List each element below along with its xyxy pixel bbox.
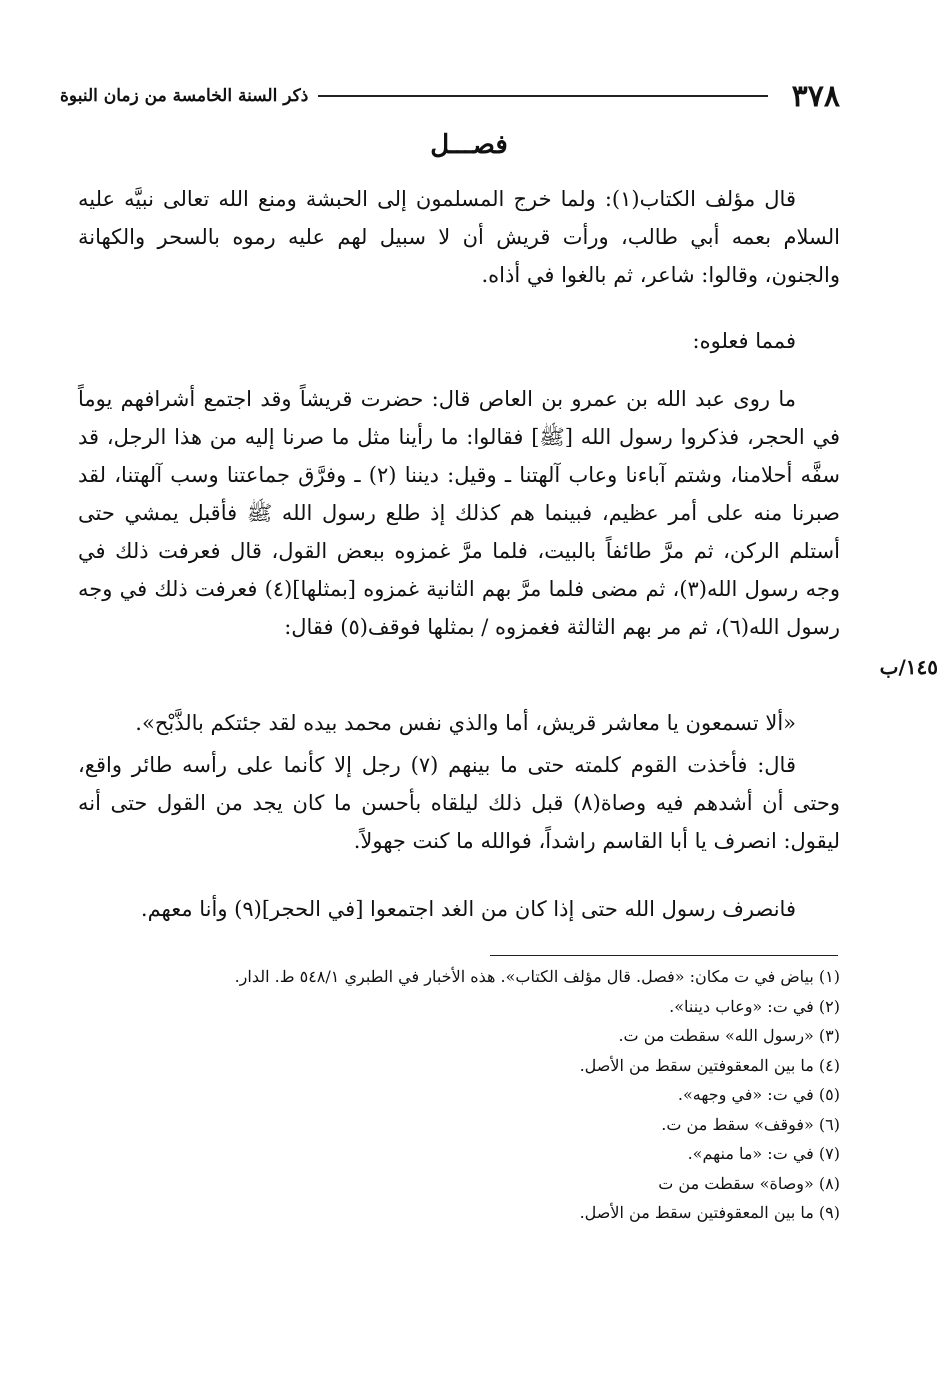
footnote-1: (١) بياض في ت مكان: «فصل. قال مؤلف الكتاب». هذه الأخبار في الطبري ٥٤٨/١ ط. الدار. bbox=[234, 967, 840, 986]
paragraph-text: فمما فعلوه: bbox=[692, 329, 796, 353]
paragraph-text: قال مؤلف الكتاب(١): ولما خرج المسلمون إلى الحبشة ومنع الله تعالى نبيَّه عليه السلام بعمه أبي طالب، ورأت قريش أن لا سبيل لهم عليه رموه بالسحر والكهانة والجنون، وقالوا: شاعر، ثم بالغوا في أذاه. bbox=[78, 187, 840, 287]
footnote-6: (٦) «فوقف» سقط من ت. bbox=[661, 1114, 840, 1134]
section-title: فصـــل bbox=[430, 130, 508, 160]
paragraph-text: قال: فأخذت القوم كلمته حتى ما بينهم (٧) رجل إلا كأنما على رأسه طائر واقع، وحتى أن أشدهم فيه وصاة(٨) قبل ذلك ليلقاه بأحسن ما كان يجد من القول حتى أنه ليقول: انصرف يا أبا القاسم راشداً، فوالله ما كنت جهولاً. bbox=[78, 753, 840, 853]
paragraph-2 bbox=[78, 322, 840, 360]
footnote-7: (٧) في ت: «ما منهم». bbox=[687, 1144, 840, 1163]
paragraph-5 bbox=[78, 890, 840, 928]
page-number: ٣٧٨ bbox=[791, 78, 840, 114]
paragraph-4 bbox=[78, 746, 840, 860]
quote-text: «ألا تسمعون يا معاشر قريش، أما والذي نفس محمد بيده لقد جئتكم بالذَّبْح». bbox=[135, 711, 796, 735]
quote-paragraph bbox=[78, 704, 840, 742]
manuscript-folio-marker: ١٤٥/ب bbox=[879, 655, 938, 679]
page-header bbox=[60, 74, 840, 118]
footnote-2: (٢) في ت: «وعاب ديننا». bbox=[669, 996, 840, 1016]
footnotes bbox=[78, 962, 840, 1228]
footnote-8: (٨) «وصاة» سقطت من ت bbox=[658, 1173, 840, 1193]
running-title: ذكر السنة الخامسة من زمان النبوة bbox=[60, 86, 309, 106]
footnote-5: (٥) في ت: «في وجهه». bbox=[677, 1085, 840, 1104]
header-rule bbox=[318, 95, 767, 97]
paragraph-3 bbox=[78, 380, 840, 646]
footnote-9: (٩) ما بين المعقوفتين سقط من الأصل. bbox=[579, 1203, 840, 1222]
paragraph-1 bbox=[78, 180, 840, 294]
paragraph-text: فانصرف رسول الله حتى إذا كان من الغد اجتمعوا [في الحجر](٩) وأنا معهم. bbox=[140, 897, 796, 921]
footnote-separator bbox=[490, 955, 838, 956]
paragraph-text: ما روى عبد الله بن عمرو بن العاص قال: حضرت قريشاً وقد اجتمع أشرافهم يوماً في الحجر، فذكروا رسول الله [ﷺ] فقالوا: ما رأينا مثل ما صرنا إليه من هذا الرجل، قد سفَّه أحلامنا، وشتم آباءنا وعاب آلهتنا ـ وقيل: ديننا (٢) ـ وفرَّق جماعتنا وسب آلهتنا، لقد صبرنا منه على أمر عظيم، فبينما هم كذلك إذ طلع رسول الله ﷺ فأقبل يمشي حتى أستلم الركن، ثم مرَّ طائفاً بالبيت، فلما مرَّ غمزوه ببعض القول، قال فعرفت ذلك في وجه رسول الله(٣)، ثم مضى فلما مرَّ بهم الثانية غمزوه [بمثلها](٤) فعرفت ذلك في وجه رسول الله(٦)، ثم مر بهم الثالثة فغمزوه / بمثلها فوقف(٥) فقال: bbox=[78, 387, 841, 639]
footnote-3: (٣) «رسول الله» سقطت من ت. bbox=[618, 1026, 840, 1045]
footnote-4: (٤) ما بين المعقوفتين سقط من الأصل. bbox=[579, 1055, 840, 1075]
